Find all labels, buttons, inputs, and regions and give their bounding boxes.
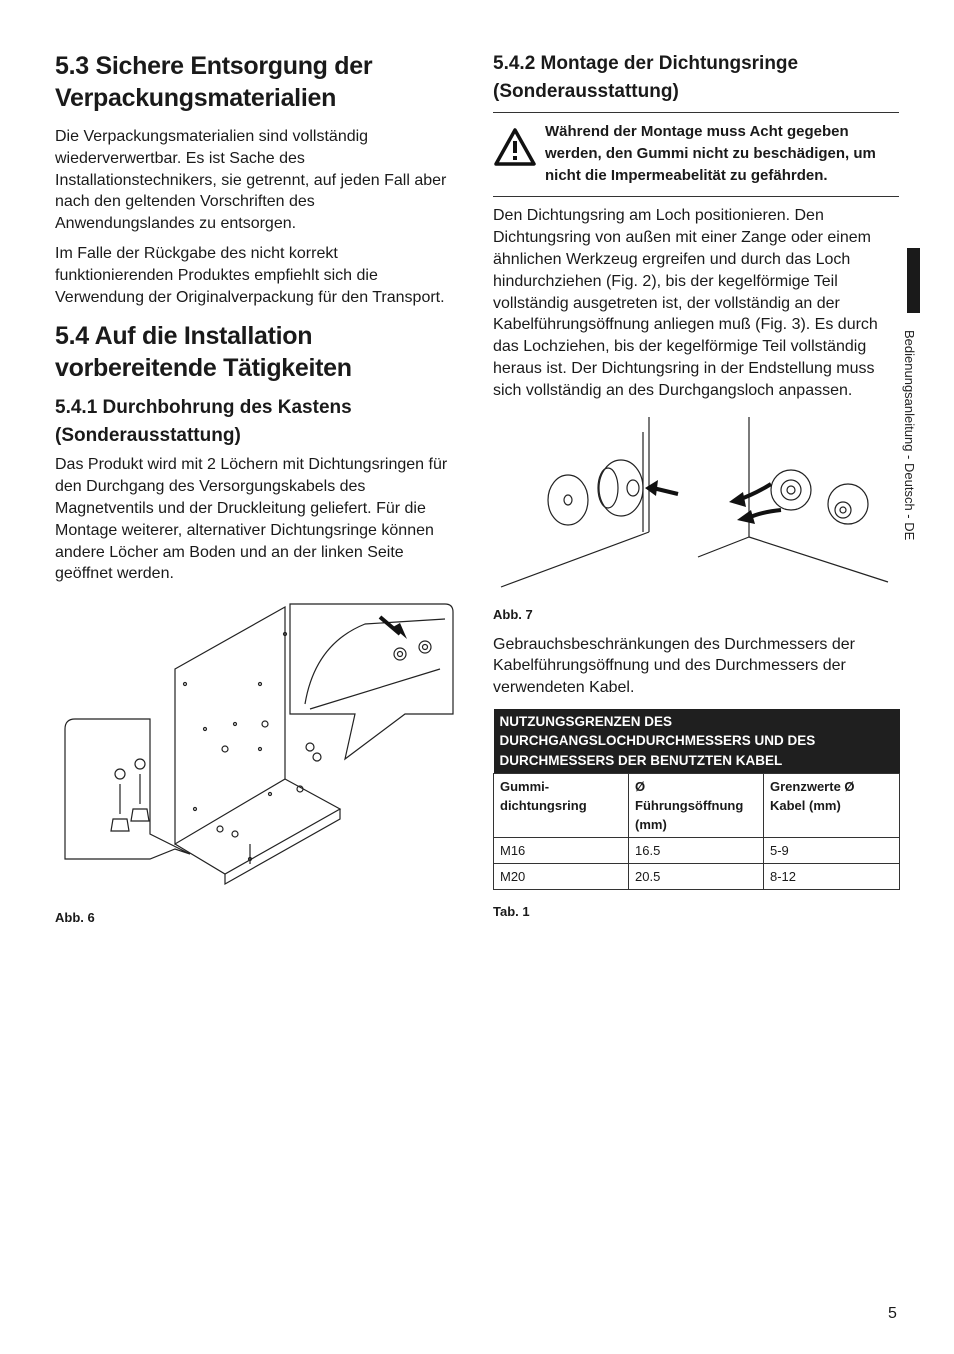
limits-table <box>493 709 900 891</box>
table-cell: 20.5 <box>629 864 764 890</box>
figure-7-label: Abb. 7 <box>493 606 533 622</box>
section-5-4-title: 5.4 Auf die Installation vorbereitende Tätigkeiten <box>55 322 352 383</box>
table-row <box>494 838 900 864</box>
table-row <box>494 864 900 890</box>
left-column <box>55 50 455 925</box>
table-label: Tab. 1 <box>493 904 530 920</box>
figure-6-label: Abb. 6 <box>55 910 95 926</box>
right-column <box>493 50 899 919</box>
box-gland-illustration <box>55 599 455 899</box>
section-5-4-2-paragraph: Den Dichtungsring am Loch positionieren. Den Dichtungsring von außen mit einer Zange oder einem ähnlichen Werkzeug ergreifen und durch das Loch hindurchziehen (Fig. 2), bis der kegelförmige Teil vollständig ausgetreten ist, der vollständig an der Kabelführungsöffnung anliegen muß (Fig. 3). Es durch das Lochziehen, bis der kegelförmige Teil vollständig heraus ist. Der Dichtungsring in der Endstellung muss sich vollständig an des Durchgangsloch anpassen. <box>493 207 878 399</box>
table-cell: 5-9 <box>764 838 900 864</box>
section-5-3-paragraph-1: Die Verpackungsmaterialien sind vollständig wiederverwertbar. Es ist Sache des Installationstechnikers, sie getrennt, auf jeden Fall aber nach den geltenden Vorschriften des Anwendungslandes zu entsorgen. <box>55 128 447 233</box>
page-number: 5 <box>888 1305 897 1322</box>
table-caption: NUTZUNGSGRENZEN DES DURCHGANGSLOCHDURCHMESSERS UND DES DURCHMESSERS DER BENUTZTEN KABEL <box>494 709 900 774</box>
table-cell: 16.5 <box>629 838 764 864</box>
warning-box <box>493 121 899 197</box>
section-5-4-2-title: 5.4.2 Montage der Dichtungsringe (Sonderausstattung) <box>493 50 899 113</box>
figure-7 <box>493 412 899 622</box>
section-5-4-1-title: 5.4.1 Durchbohrung des Kastens (Sonderausstattung) <box>55 397 352 447</box>
table-header-opening: Ø Führungsöffnung (mm) <box>629 774 764 838</box>
table-header-cable: Grenzwerte Ø Kabel (mm) <box>764 774 900 838</box>
table-cell: 8-12 <box>764 864 900 890</box>
gland-insertion-illustration <box>493 412 899 592</box>
side-running-title: Bedienungsanleitung - Deutsch - DE <box>902 330 917 541</box>
side-tab-marker <box>907 248 920 313</box>
table-cell: M20 <box>494 864 629 890</box>
figure-6 <box>55 599 455 925</box>
section-5-3-title: 5.3 Sichere Entsorgung der Verpackungsmaterialien <box>55 52 373 112</box>
limits-paragraph: Gebrauchsbeschränkungen des Durchmessers der Kabelführungsöffnung und des Durchmessers der verwendeten Kabel. <box>493 635 855 697</box>
warning-text: Während der Montage muss Acht gegeben werden, den Gummi nicht zu beschädigen, um nicht die Impermeabelität zu gefährden. <box>545 123 876 184</box>
section-5-3-paragraph-2: Im Falle der Rückgabe des nicht korrekt funktionierenden Produktes empfiehlt sich die Verwendung der Originalverpackung für den Transport. <box>55 244 445 306</box>
table-header-gland: Gummi-dichtungsring <box>494 774 629 838</box>
table-cell: M16 <box>494 838 629 864</box>
warning-triangle-icon <box>493 121 545 186</box>
section-5-4-1-paragraph: Das Produkt wird mit 2 Löchern mit Dichtungsringen für den Durchgang des Versorgungskabels des Magnetventils und der Druckleitung geliefert. Für die Montage weiterer, alternativer Dichtungsringe können andere Löcher am Boden und an der linken Seite geöffnet werden. <box>55 456 448 583</box>
